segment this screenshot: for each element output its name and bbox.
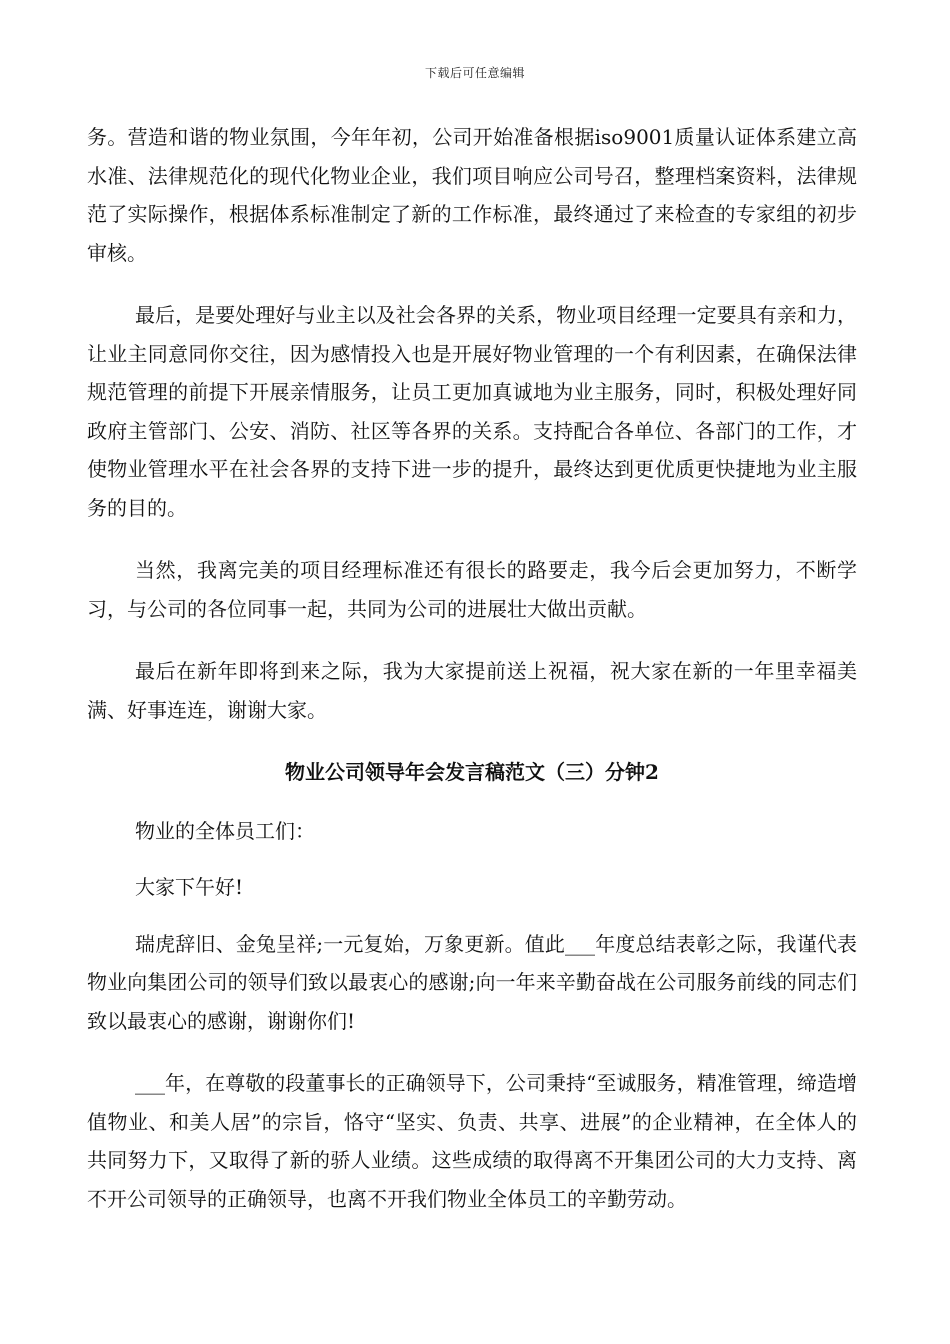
section-title: 物业公司领导年会发言稿范文（三）分钟2 [285,760,659,784]
body-paragraph: 最后在新年即将到来之际，我为大家提前送上祝福，祝大家在新的一年里幸福美满、好事连连，谢谢大家。 [87,659,857,722]
salutation: 物业的全体员工们： [135,818,315,843]
body-paragraph: 瑞虎辞旧、金兔呈祥;一元复始，万象更新。值此___年度总结表彰之际，我谨代表物业向集团公司的领导们致以最衷心的感谢;向一年来辛勤奋战在公司服务前线的同志们致以最衷心的感谢，谢谢你们! [87,931,857,1033]
body-paragraph: ___年，在尊敬的段董事长的正确领导下，公司秉持“至诚服务，精准管理，缔造增值物业、和美人居”的宗旨，恪守“坚实、负责、共享、进展”的企业精神，在全体人的共同努力下，又取得了新的骄人业绩。这些成绩的取得离不开集团公司的大力支持、离不开公司领导的正确领导，也离不开我们物业全体员工的辛勤劳动。 [87,1071,857,1211]
body-paragraph: 最后，是要处理好与业主以及社会各界的关系，物业项目经理一定要具有亲和力，让业主同意同你交往，因为感情投入也是开展好物业管理的一个有利因素，在确保法律规范管理的前提下开展亲情服务，让员工更加真诚地为业主服务，同时，积极处理好同政府主管部门、公安、消防、社区等各界的关系。支持配合各单位、各部门的工作，才使物业管理水平在社会各界的支持下进一步的提升，最终达到更优质更快捷地为业主服务的目的。 [87,303,857,520]
document-body [87,118,857,1242]
greeting: 大家下午好! [135,875,244,899]
header-note: 下载后可任意编辑 [424,66,525,80]
body-paragraph: 务。营造和谐的物业氛围，今年年初，公司开始准备根据iso9001质量认证体系建立高水准、法律规范化的现代化物业企业，我们项目响应公司号召，整理档案资料，法律规范了实际操作，根据体系标准制定了新的工作标准，最终通过了来检查的专家组的初步审核。 [87,125,857,265]
body-paragraph: 当然，我离完美的项目经理标准还有很长的路要走，我今后会更加努力，不断学习，与公司的各位同事一起，共同为公司的进展壮大做出贡献。 [87,558,857,621]
